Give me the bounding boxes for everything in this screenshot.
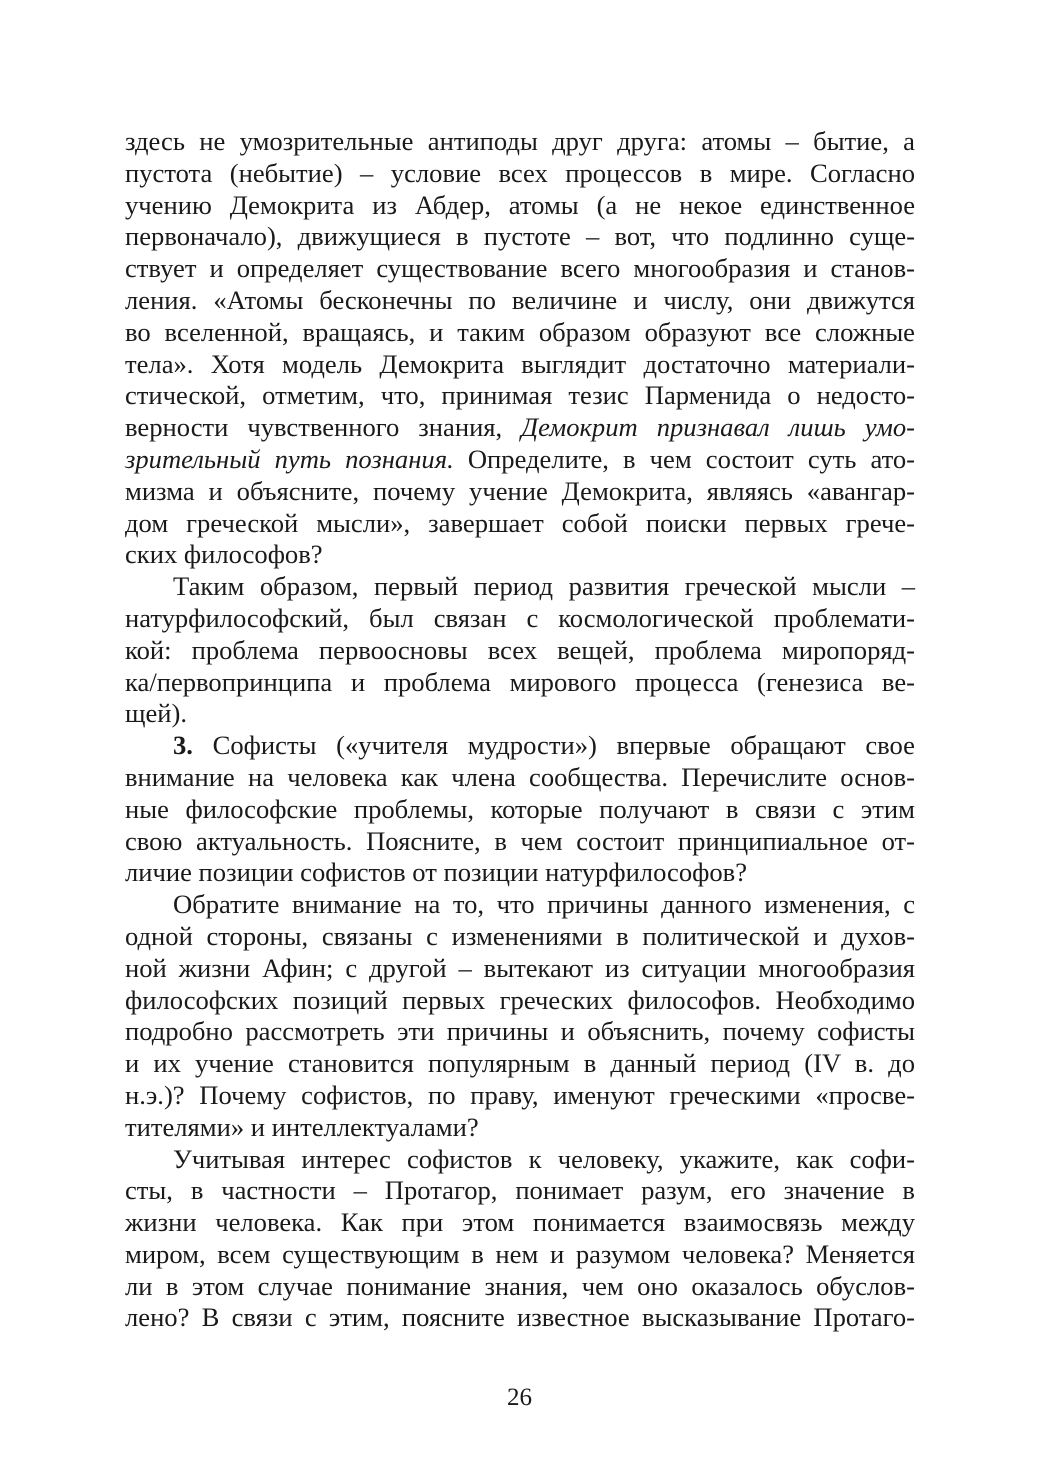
text-run: одной стороны, связаны с изменениями в политической и духов- [125, 920, 915, 951]
text-run: Учитывая интерес софистов к человеку, укажите, как софи- [173, 1143, 915, 1174]
bold-text: 3. [173, 730, 193, 761]
text-run: подробно рассмотреть эти причины и объяснить, почему софисты [125, 1016, 915, 1047]
italic-text: зрительный путь познания. [125, 443, 454, 474]
text-run: верности чувственного знания, [125, 412, 522, 443]
text-line [125, 221, 915, 253]
text-run: стической, отметим, что, принимая тезис Парменида о недосто- [125, 380, 915, 411]
text-run: Обратите внимание на то, что причины данного изменения, с [173, 889, 915, 920]
text-line [125, 953, 915, 985]
text-run: жизни человека. Как при этом понимается взаимосвязь между [125, 1207, 915, 1238]
text-line [125, 317, 915, 349]
text-run: внимание на человека как члена сообщества. Перечислите основ- [125, 761, 915, 792]
text-run: тела». Хотя модель Демокрита выглядит достаточно материали- [125, 348, 915, 379]
paragraph [125, 730, 915, 889]
page-number: 26 [507, 1384, 532, 1411]
text-line [125, 603, 915, 635]
text-line [125, 1239, 915, 1271]
text-run: ствует и определяет существование всего многообразия и станов- [125, 253, 915, 284]
paragraph [125, 571, 915, 730]
text-line [125, 1271, 915, 1303]
text-line [125, 1048, 915, 1080]
body-text [125, 126, 915, 1334]
text-run: первоначало), движущиеся в пустоте – вот, что подлинно суще- [125, 221, 915, 252]
text-line [125, 380, 915, 412]
text-run: свою актуальность. Поясните, в чем состоит принципиальное от- [125, 825, 915, 856]
text-run: сты, в частности – Протагор, понимает разум, его значение в [125, 1175, 915, 1206]
text-line [125, 1144, 915, 1176]
text-line [125, 730, 915, 762]
text-run: во вселенной, вращаясь, и таким образом образуют все сложные [125, 316, 915, 347]
text-line [125, 571, 915, 603]
text-line [125, 826, 915, 858]
text-line [125, 667, 915, 699]
text-run: ные философские проблемы, которые получают в связи с этим [125, 793, 915, 824]
text-run: ских философов? [125, 539, 323, 570]
text-run: мизма и объясните, почему учение Демокрита, являясь «авангар- [125, 475, 915, 506]
text-line [125, 698, 915, 730]
text-line [125, 126, 915, 158]
text-run: миром, всем существующим в нем и разумом человека? Меняется [125, 1238, 915, 1269]
text-line [125, 253, 915, 285]
text-run: философских позиций первых греческих философов. Необходимо [125, 984, 915, 1015]
text-run: Таким образом, первый период развития греческой мысли – [173, 571, 915, 602]
text-line [125, 1302, 915, 1334]
text-run: здесь не умозрительные антиподы друг друга: атомы – бытие, а [125, 126, 915, 156]
italic-text: Демокрит признавал лишь умо- [521, 412, 915, 443]
paragraph [125, 1144, 915, 1335]
text-line [125, 1016, 915, 1048]
text-line [125, 285, 915, 317]
text-line [125, 349, 915, 381]
text-run: н.э.)? Почему софистов, по праву, именуют греческими «просве- [125, 1079, 915, 1110]
text-run: натурфилософский, был связан с космологической проблемати- [125, 602, 915, 633]
text-run: лено? В связи с этим, поясните известное высказывание Протаго- [125, 1302, 915, 1333]
text-run: ка/первопринципа и проблема мирового процесса (генезиса ве- [125, 666, 915, 697]
text-run: ной жизни Афин; с другой – вытекают из ситуации многообразия [125, 952, 915, 983]
text-line [125, 158, 915, 190]
paragraph [125, 126, 915, 571]
text-line [125, 412, 915, 444]
text-run: ления. «Атомы бесконечны по величине и числу, они движутся [125, 284, 915, 315]
text-line [125, 1175, 915, 1207]
text-line [125, 476, 915, 508]
text-line [125, 794, 915, 826]
text-line [125, 190, 915, 222]
text-line [125, 857, 915, 889]
text-run: Определите, в чем состоит суть ато- [453, 443, 915, 474]
text-line [125, 762, 915, 794]
text-line [125, 635, 915, 667]
text-run: учению Демокрита из Абдер, атомы (а не некое единственное [125, 189, 915, 220]
text-run: дом греческой мысли», завершает собой поиски первых грече- [125, 507, 915, 538]
text-line [125, 444, 915, 476]
text-line [125, 508, 915, 540]
text-line [125, 921, 915, 953]
text-line [125, 985, 915, 1017]
text-run: ли в этом случае понимание знания, чем оно оказалось обуслов- [125, 1270, 915, 1301]
text-run: Софисты («учителя мудрости») впервые обращают свое [192, 730, 915, 761]
text-run: пустота (небытие) – условие всех процессов в мире. Согласно [125, 157, 915, 188]
paragraph [125, 889, 915, 1143]
text-line [125, 1080, 915, 1112]
text-run: тителями» и интеллектуалами? [125, 1111, 479, 1142]
text-line [125, 889, 915, 921]
text-run: личие позиции софистов от позиции натурфилософов? [125, 857, 748, 888]
text-run: кой: проблема первоосновы всех вещей, проблема миропоряд- [125, 634, 915, 665]
text-run: и их учение становится популярным в данный период (IV в. до [125, 1048, 915, 1079]
text-line [125, 539, 915, 571]
text-line [125, 1112, 915, 1144]
text-line [125, 1207, 915, 1239]
text-run: щей). [125, 698, 188, 729]
